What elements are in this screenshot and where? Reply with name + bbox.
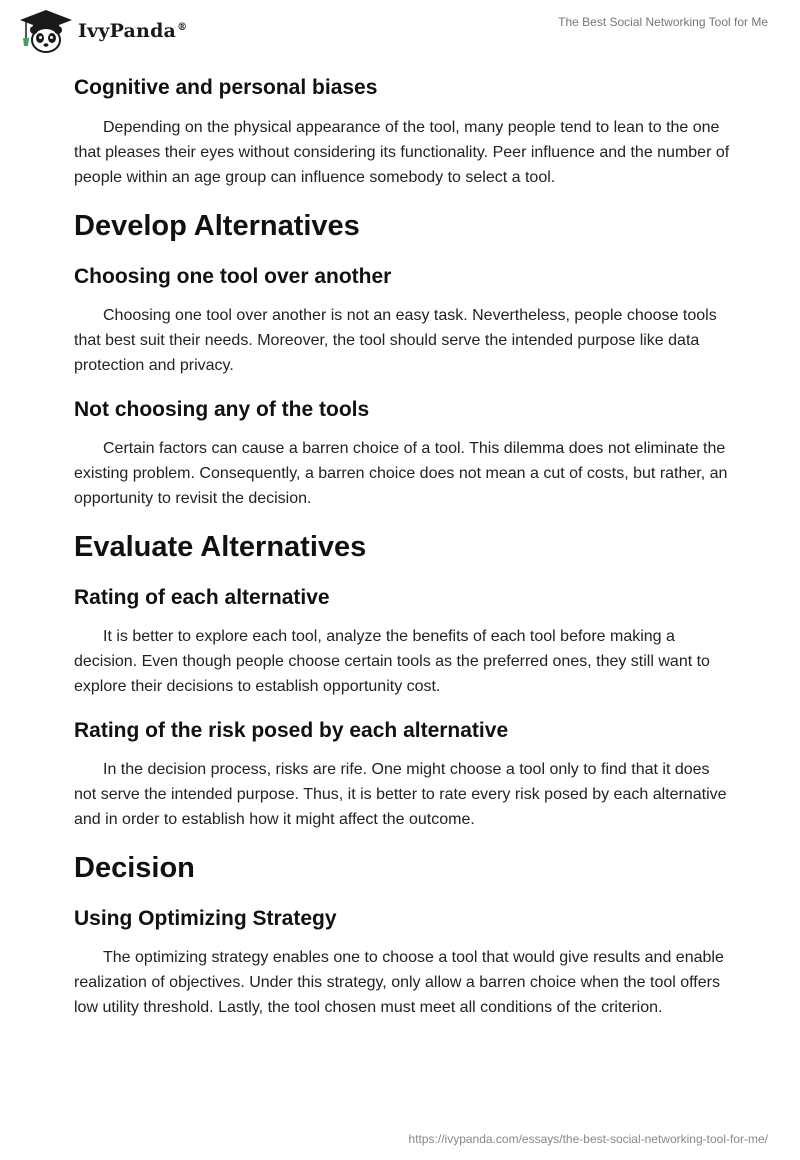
section-heading-not-choosing: Not choosing any of the tools bbox=[74, 398, 370, 421]
essay-content bbox=[74, 72, 734, 1020]
paragraph-biases: Depending on the physical appearance of the tool, many people tend to lean to the one that pleases their eyes without considering its functionality. Peer influence and the number of people within an age group can influence somebody to select a tool. bbox=[74, 119, 730, 186]
logo-text: IvyPanda® bbox=[78, 20, 188, 42]
section-heading-risk: Rating of the risk posed by each alternative bbox=[74, 719, 509, 742]
paragraph-risk: In the decision process, risks are rife. One might choose a tool only to find that it does not serve the intended purpose. Thus, it is better to rate every risk posed by each alternative and in order to establish how it might affect the outcome. bbox=[74, 761, 727, 828]
section-heading-decision: Decision bbox=[74, 852, 195, 884]
page-header bbox=[0, 0, 800, 60]
paragraph-not-choosing: Certain factors can cause a barren choice of a tool. This dilemma does not eliminate the existing problem. Consequently, a barren choice does not mean a cut of costs, but rather, an opportunity to revisit the decision. bbox=[74, 440, 728, 507]
ivypanda-logo[interactable] bbox=[18, 8, 187, 54]
section-heading-biases: Cognitive and personal biases bbox=[74, 76, 378, 99]
section-heading-rating: Rating of each alternative bbox=[74, 586, 330, 609]
paragraph-rating: It is better to explore each tool, analyze the benefits of each tool before making a decision. Even though people choose certain tools as the preferred ones, they still want to explore their decisions to establish opportunity cost. bbox=[74, 628, 710, 695]
section-heading-optimizing: Using Optimizing Strategy bbox=[74, 907, 337, 930]
paragraph-optimizing: The optimizing strategy enables one to choose a tool that would give results and enable realization of objectives. Under this strategy, only allow a barren choice when the tool offers low utility threshold. Lastly, the tool chosen must meet all conditions of the criterion. bbox=[74, 949, 724, 1016]
section-heading-choosing-one-tool: Choosing one tool over another bbox=[74, 265, 392, 288]
source-url[interactable]: https://ivypanda.com/essays/the-best-social-networking-tool-for-me/ bbox=[408, 1132, 768, 1146]
section-heading-develop-alternatives: Develop Alternatives bbox=[74, 210, 360, 242]
document-title: The Best Social Networking Tool for Me bbox=[558, 15, 768, 29]
section-heading-evaluate-alternatives: Evaluate Alternatives bbox=[74, 531, 367, 563]
paragraph-choosing-one-tool: Choosing one tool over another is not an easy task. Nevertheless, people choose tools that best suit their needs. Moreover, the tool should serve the intended purpose like data protection and privacy. bbox=[74, 307, 717, 374]
panda-graduation-cap-icon bbox=[18, 8, 74, 54]
